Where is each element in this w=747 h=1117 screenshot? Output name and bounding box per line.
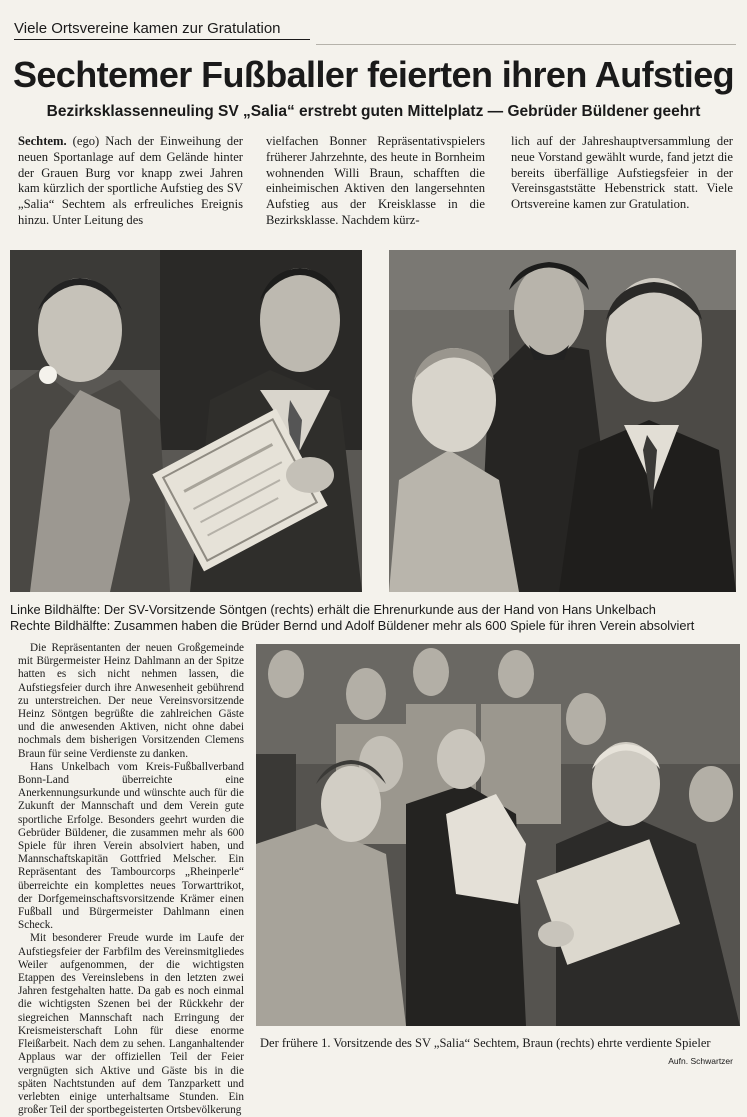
intro-column-1 bbox=[18, 134, 243, 229]
article-body bbox=[18, 642, 244, 1117]
photo-credit: Aufn. Schwartzer bbox=[668, 1056, 733, 1066]
headline: Sechtemer Fußballer feierten ihren Aufstieg bbox=[12, 54, 735, 95]
intro-column-2: vielfachen Bonner Repräsentativspielers früherer Jahrzehnte, des heute in Bornheim wohnenden Willi Braun, schafften die einheimischen Aktiven den langersehnten Aufstieg aus der Kreisklasse in die Bezirksklasse. Nachdem kürz- bbox=[266, 134, 485, 227]
kicker: Viele Ortsvereine kamen zur Gratulation bbox=[14, 20, 310, 40]
intro-text-1: (ego) Nach der Einweihung der neuen Sportanlage auf dem Gelände hinter der Grauen Burg vor knapp zwei Jahren kam kürzlich der sportliche Aufstieg des SV „Salia“ Sechtem als erfreuliches Ereignis hinzu. Unter Leitung des bbox=[18, 134, 243, 227]
intro-column-3: lich auf der Jahreshauptversammlung der neue Vorstand gewählt wurde, fand jetzt die bereits überfällige Aufstiegsfeier in der Vereinsgaststätte Hebenstrick statt. Viele Ortsvereine kamen zur Gratulation. bbox=[511, 134, 733, 212]
bottom-caption: Der frühere 1. Vorsitzende des SV „Salia“ Sechtem, Braun (rechts) ehrte verdiente Spieler bbox=[260, 1036, 711, 1050]
subheadline: Bezirksklassenneuling SV „Salia“ erstrebt guten Mittelplatz — Gebrüder Büldener geehrt bbox=[46, 103, 701, 120]
body-paragraph-3: Mit besonderer Freude wurde im Laufe der Aufstiegsfeier der Farbfilm des Vereinsmitgliedes Weiler aufgenommen, der die wichtigsten Etappen des Vereinslebens in den letzten zwei Jahren festgehalten hatte. Da gab es noch einmal die wichtigsten Szenen bei der Rückkehr der siegreichen Mannschaft nach Erringung der Kreismeisterschaft Lohn für diese enorme Fleißarbeit. Nach dem zu sehen. Langanhaltender Applaus war der offiziellen Teil der Feier vergnügten sich Aktive und Gäste bis in die späten Nachtstunden auf dem Tanzparkett und verlebten einige unterhaltsame Stunden. Ein großer Teil der sportbegeisterten Ortsbevölkerung bbox=[18, 932, 244, 1117]
kicker-rule bbox=[316, 44, 736, 45]
body-paragraph-2: Hans Unkelbach vom Kreis-Fußballverband Bonn-Land überreichte eine Anerkennungsurkunde und wünschte auch für die Zukunft der Mannschaft und dem Verein gute sportliche Erfolge. Besonders geehrt wurden die Gebrüder Büldener, die zusammen mehr als 600 Spiele für ihren Verein absolviert haben, und Mannschaftskapitän Gottfried Melscher. Ein Repräsentant des Tambourcorps „Rheinperle“ überreichte ein komplettes neues Torwarttrikot, der Dorfgemeinschaftsvorsitzende Krämer einen Fußball und Bürgermeister Dahlmann einen Scheck. bbox=[18, 760, 244, 932]
photo-bueldener-brothers bbox=[389, 250, 736, 592]
body-paragraph-1: Die Repräsentanten der neuen Großgemeinde mit Bürgermeister Heinz Dahlmann an der Spitze hatten es sich nicht nehmen lassen, die Aufstiegsfeier durch ihre Anwesenheit gebührend zu unterstreichen. Der neue Vereinsvorsitzende Heinz Söntgen begrüßte die zahlreichen Gäste und die anwesenden Aktiven, nicht ohne dabei nochmals dem bisherigen Vorsitzenden Clemens Braun für seine Verdienste zu danken. bbox=[18, 642, 244, 760]
photo-honouring-players bbox=[256, 644, 740, 1026]
photo-caption bbox=[10, 602, 740, 634]
photo-award-handover bbox=[10, 250, 362, 592]
photo-caption-line-2: Rechte Bildhälfte: Zusammen haben die Brüder Bernd und Adolf Büldener mehr als 600 Spiele für ihren Verein absolviert bbox=[10, 618, 695, 633]
dateline: Sechtem. bbox=[18, 134, 67, 148]
photo-caption-line-1: Linke Bildhälfte: Der SV-Vorsitzende Söntgen (rechts) erhält die Ehrenurkunde aus der Hand von Hans Unkelbach bbox=[10, 602, 656, 617]
